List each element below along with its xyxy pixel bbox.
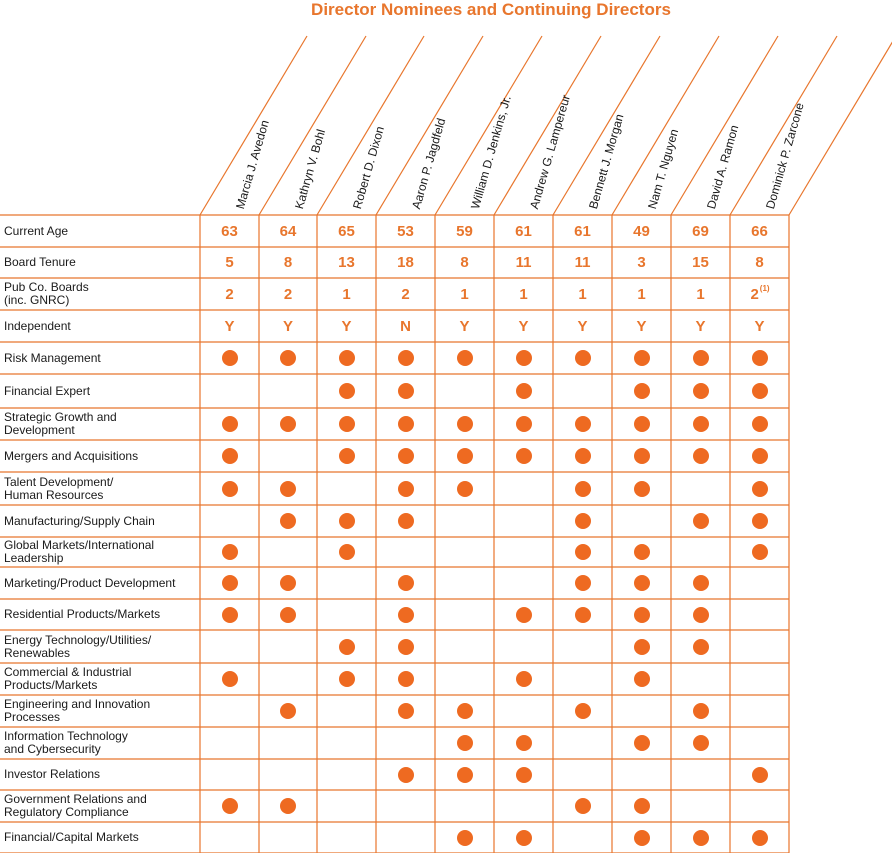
skill-dot — [575, 416, 591, 432]
skill-dot — [457, 481, 473, 497]
cell-value: 59 — [456, 222, 473, 240]
skill-dot — [280, 703, 296, 719]
skill-dot — [222, 416, 238, 432]
skill-dot — [752, 416, 768, 432]
cell-value: 61 — [574, 222, 591, 240]
cell-value: Y — [695, 317, 706, 335]
cell-value: 69 — [692, 222, 709, 240]
skill-dot — [575, 513, 591, 529]
director-name-header: Bennett J. Morgan — [586, 112, 627, 211]
value-cell — [376, 310, 435, 342]
row-label: Mergers and Acquisitions — [4, 448, 139, 463]
header-divider-line — [553, 36, 660, 215]
skill-dot — [634, 416, 650, 432]
cell-value: Y — [577, 317, 588, 335]
cell-value: 5 — [225, 254, 234, 271]
value-cell — [553, 247, 612, 278]
cell-value: 2 — [225, 285, 234, 303]
value-cell — [612, 215, 671, 247]
skill-dot — [693, 448, 709, 464]
cell-value: Y — [341, 317, 352, 335]
value-cell — [259, 247, 317, 278]
skill-dot — [398, 383, 414, 399]
skill-dot — [634, 798, 650, 814]
row-label: Risk Management — [4, 350, 101, 365]
value-cell — [200, 215, 259, 247]
skill-dot — [280, 350, 296, 366]
skill-dot — [516, 671, 532, 687]
skill-dot — [575, 607, 591, 623]
skill-dot — [752, 830, 768, 846]
skill-dot — [339, 513, 355, 529]
skill-dot — [222, 798, 238, 814]
cell-value: 2 — [750, 285, 759, 303]
skill-dot — [634, 544, 650, 560]
value-cell — [730, 247, 789, 278]
cell-value: 2 — [401, 285, 410, 303]
director-name-header: Nam T. Nguyen — [645, 127, 682, 211]
skill-dot — [398, 350, 414, 366]
cell-value: 1 — [578, 285, 587, 303]
cell-value: 64 — [279, 222, 297, 240]
header-divider-line — [789, 36, 892, 215]
skill-dot — [457, 735, 473, 751]
cell-value: 8 — [755, 254, 764, 271]
skill-dot — [693, 607, 709, 623]
skill-dot — [339, 639, 355, 655]
skill-dot — [398, 671, 414, 687]
value-cell — [730, 310, 789, 342]
value-cell — [435, 247, 494, 278]
skill-dot — [222, 671, 238, 687]
skill-dot — [516, 416, 532, 432]
skill-dot — [339, 383, 355, 399]
skill-dot — [634, 383, 650, 399]
value-cell — [671, 247, 730, 278]
director-name-header: Aaron P. Jagdfeld — [409, 116, 449, 211]
skill-dot — [222, 481, 238, 497]
skill-dot — [634, 448, 650, 464]
value-cell — [730, 215, 789, 247]
skill-dot — [575, 798, 591, 814]
skill-dot — [575, 544, 591, 560]
cell-value: 13 — [338, 254, 355, 271]
skill-dot — [634, 671, 650, 687]
value-cell — [553, 278, 612, 310]
skill-dot — [752, 448, 768, 464]
skill-dot — [575, 448, 591, 464]
cell-value: 8 — [283, 254, 293, 271]
cell-value: 11 — [574, 254, 591, 271]
row-label: Energy Technology/Utilities/ Renewables — [4, 632, 152, 660]
cell-value: 3 — [637, 254, 646, 271]
header-divider-line — [200, 36, 307, 215]
cell-value: 1 — [637, 285, 646, 303]
value-cell — [259, 278, 317, 310]
skill-dot — [575, 481, 591, 497]
value-cell — [494, 278, 553, 310]
cell-value: 66 — [751, 222, 768, 240]
skill-dot — [457, 703, 473, 719]
skill-dot — [398, 703, 414, 719]
header-divider-line — [612, 36, 719, 215]
value-cell — [200, 278, 259, 310]
cell-value: 63 — [221, 222, 238, 240]
row-label: Information Technology and Cybersecurity — [4, 729, 128, 756]
row-label: Strategic Growth and Development — [4, 410, 117, 437]
skill-dot — [280, 481, 296, 497]
skill-dot — [634, 735, 650, 751]
cell-value: Y — [224, 317, 235, 335]
value-cell — [435, 278, 494, 310]
skill-dot — [339, 671, 355, 687]
value-cell — [376, 278, 435, 310]
skill-dot — [516, 767, 532, 783]
row-label: Board Tenure — [4, 255, 76, 269]
value-cell — [612, 310, 671, 342]
cell-value: N — [400, 317, 411, 335]
value-cell — [200, 247, 259, 278]
skill-dot — [634, 607, 650, 623]
value-cell — [494, 215, 553, 247]
skill-dot — [516, 735, 532, 751]
skill-dot — [398, 448, 414, 464]
value-cell — [553, 215, 612, 247]
header-divider-line — [259, 36, 366, 215]
value-cell — [612, 247, 671, 278]
row-label: Current Age — [4, 223, 69, 238]
cell-value: 49 — [633, 222, 650, 240]
cell-value: 53 — [397, 222, 414, 240]
skill-dot — [280, 513, 296, 529]
cell-value: 8 — [460, 254, 469, 271]
row-label: Manufacturing/Supply Chain — [4, 513, 155, 528]
row-label: Engineering and Innovation Processes — [4, 697, 151, 724]
row-label: Government Relations and Regulatory Compliance — [4, 792, 147, 819]
skill-dot — [457, 448, 473, 464]
skill-dot — [693, 703, 709, 719]
skill-dot — [398, 575, 414, 591]
skill-dot — [634, 481, 650, 497]
skill-dot — [752, 544, 768, 560]
cell-value: 1 — [460, 285, 469, 303]
cell-value: 1 — [342, 285, 351, 303]
cell-value: 65 — [338, 222, 355, 240]
header-divider-line — [317, 36, 424, 215]
cell-value: 1 — [696, 285, 705, 303]
row-label: Financial Expert — [4, 383, 91, 398]
header-divider-line — [376, 36, 483, 215]
value-cell — [200, 310, 259, 342]
value-cell — [612, 278, 671, 310]
row-label: Financial/Capital Markets — [4, 830, 139, 844]
cell-value: Y — [754, 317, 765, 335]
skill-dot — [752, 513, 768, 529]
director-name-header: Dominick P. Zarcone — [763, 101, 807, 211]
skill-dot — [693, 735, 709, 751]
row-label: Commercial & Industrial Products/Markets — [4, 665, 132, 692]
row-label: Talent Development/ Human Resources — [4, 474, 114, 502]
skill-dot — [339, 448, 355, 464]
skill-dot — [280, 607, 296, 623]
row-label: Investor Relations — [4, 767, 101, 781]
cell-value: 2 — [283, 285, 293, 303]
skill-dot — [575, 575, 591, 591]
skill-dot — [398, 513, 414, 529]
director-name-header: Robert D. Dixon — [350, 124, 388, 211]
skill-dot — [516, 350, 532, 366]
skill-dot — [339, 544, 355, 560]
skill-dot — [752, 383, 768, 399]
skill-dot — [693, 575, 709, 591]
value-cell — [317, 310, 376, 342]
value-cell — [376, 247, 435, 278]
skill-dot — [280, 416, 296, 432]
value-cell — [671, 278, 730, 310]
skill-dot — [634, 830, 650, 846]
value-cell — [317, 278, 376, 310]
row-label: Independent — [4, 318, 71, 333]
skill-dot — [575, 350, 591, 366]
skill-dot — [457, 416, 473, 432]
cell-value: 15 — [692, 254, 709, 271]
value-cell: 2 $^{(1)}$ — [750, 284, 770, 303]
skill-dot — [339, 350, 355, 366]
skill-dot — [222, 544, 238, 560]
skill-dot — [575, 703, 591, 719]
skill-dot — [398, 767, 414, 783]
value-cell — [435, 215, 494, 247]
skill-dot — [693, 639, 709, 655]
row-label: Marketing/Product Development — [4, 575, 176, 590]
skill-dot — [693, 513, 709, 529]
cell-value: Y — [282, 317, 293, 335]
header-divider-line — [730, 36, 837, 215]
matrix-title: Director Nominees and Continuing Directors — [311, 0, 671, 19]
skill-dot — [516, 830, 532, 846]
header-divider-line — [435, 36, 542, 215]
cell-value: 61 — [515, 222, 532, 240]
header-divider-line — [494, 36, 601, 215]
row-label: Residential Products/Markets — [4, 607, 161, 621]
cell-value: Y — [518, 317, 529, 335]
cell-value: 11 — [515, 254, 532, 271]
skill-dot — [339, 416, 355, 432]
skill-dot — [634, 639, 650, 655]
value-cell — [494, 310, 553, 342]
skill-dot — [752, 481, 768, 497]
value-cell — [671, 310, 730, 342]
skill-dot — [457, 350, 473, 366]
director-name-header: Marcia J. Avedon — [233, 118, 272, 211]
skill-dot — [634, 575, 650, 591]
value-cell — [317, 215, 376, 247]
row-label: Global Markets/International Leadership — [4, 538, 155, 565]
skill-dot — [693, 350, 709, 366]
skill-dot — [516, 448, 532, 464]
value-cell — [259, 310, 317, 342]
skill-dot — [222, 575, 238, 591]
value-cell — [376, 215, 435, 247]
cell-value: Y — [459, 317, 470, 335]
skill-dot — [693, 830, 709, 846]
value-cell — [259, 215, 317, 247]
skill-dot — [398, 639, 414, 655]
header-divider-line — [671, 36, 778, 215]
skill-dot — [280, 575, 296, 591]
row-label: Pub Co. Boards (inc. GNRC) — [4, 280, 89, 307]
skill-dot — [693, 416, 709, 432]
cell-value: 1 — [519, 285, 528, 303]
director-name-header: Andrew G. Lampereur — [527, 93, 574, 211]
skill-dot — [457, 830, 473, 846]
skill-dot — [752, 350, 768, 366]
skill-dot — [516, 607, 532, 623]
value-cell — [317, 247, 376, 278]
skill-dot — [398, 607, 414, 623]
skill-dot — [222, 350, 238, 366]
skill-dot — [457, 767, 473, 783]
cell-value: Y — [636, 317, 647, 335]
skill-dot — [634, 350, 650, 366]
value-cell — [553, 310, 612, 342]
value-cell — [494, 247, 553, 278]
skill-dot — [752, 767, 768, 783]
skill-dot — [280, 798, 296, 814]
skill-dot — [222, 607, 238, 623]
cell-value: 18 — [397, 254, 414, 271]
skill-dot — [398, 416, 414, 432]
skill-dot — [693, 383, 709, 399]
skill-dot — [222, 448, 238, 464]
director-name-header: William D. Jenkins, Jr. — [468, 93, 514, 211]
director-name-header: David A. Ramon — [704, 123, 742, 211]
skill-dot — [398, 481, 414, 497]
value-cell — [435, 310, 494, 342]
value-cell — [671, 215, 730, 247]
director-name-header: Kathryn V. Bohl — [292, 127, 329, 211]
skill-dot — [516, 383, 532, 399]
